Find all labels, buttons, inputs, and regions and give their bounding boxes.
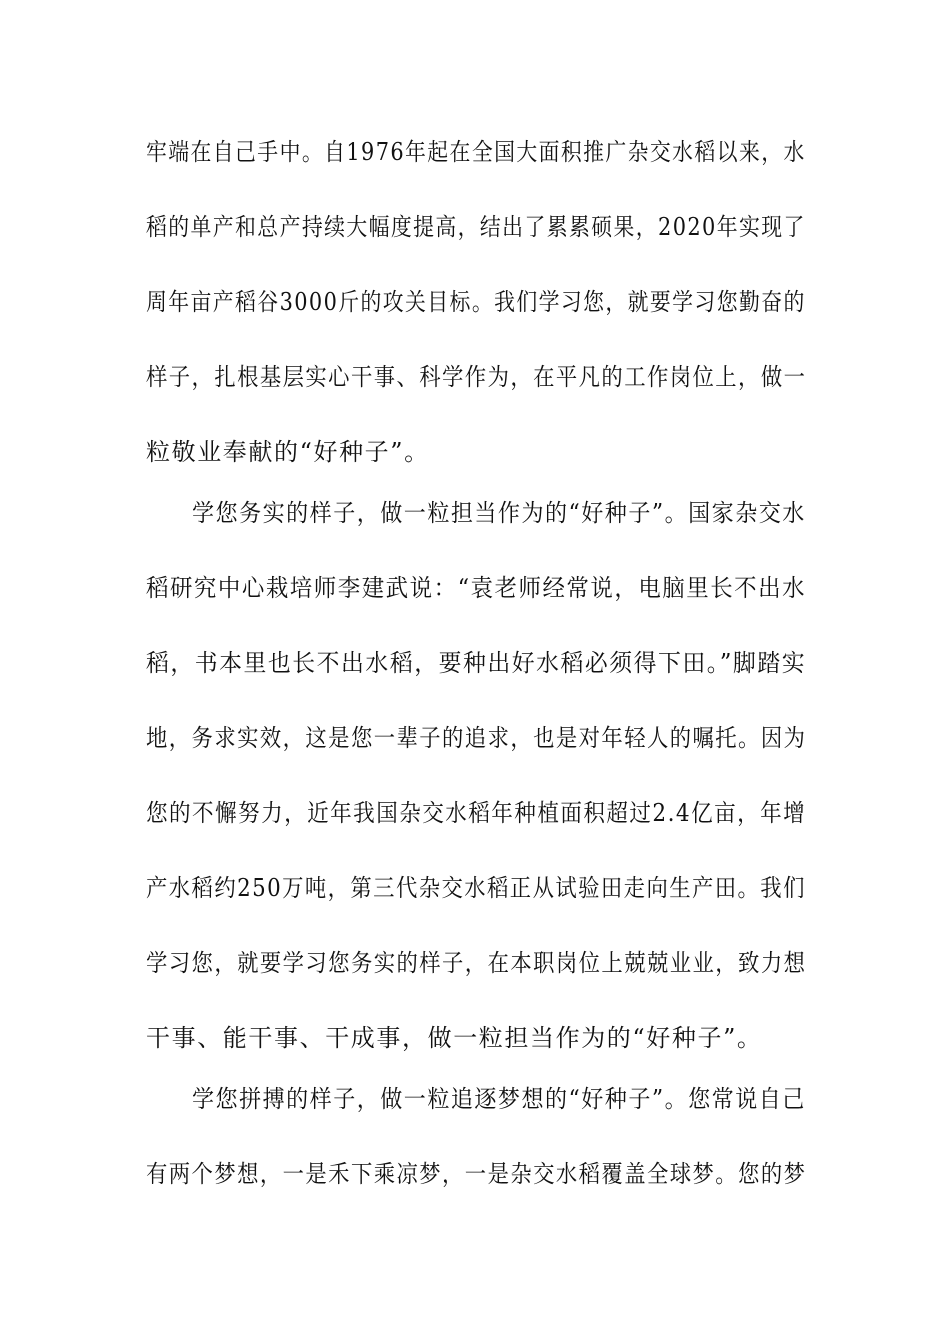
- text-line: 有两个梦想，一是禾下乘凉梦，一是杂交水稻覆盖全球梦。您的梦: [146, 1160, 807, 1188]
- text-line: 您的不懈努力，近年我国杂交水稻年种植面积超过2.4亿亩，年增: [146, 799, 807, 827]
- text-line: 学习您，就要学习您务实的样子，在本职岗位上兢兢业业，致力想: [146, 949, 807, 977]
- text-line: 样子，扎根基层实心干事、科学作为，在平凡的工作岗位上，做一: [146, 363, 807, 391]
- text-line: 稻研究中心栽培师李建武说：“袁老师经常说，电脑里长不出水: [146, 574, 807, 602]
- paragraph-first-line: 学您务实的样子，做一粒担当作为的“好种子”。国家杂交水: [192, 499, 806, 527]
- paragraph-first-line: 学您拼搏的样子，做一粒追逐梦想的“好种子”。您常说自己: [192, 1085, 806, 1113]
- text-line: 产水稻约250万吨，第三代杂交水稻正从试验田走向生产田。我们: [146, 874, 806, 902]
- text-line: 周年亩产稻谷3000斤的攻关目标。我们学习您，就要学习您勤奋的: [146, 288, 806, 316]
- text-line: 地，务求实效，这是您一辈子的追求，也是对年轻人的嘱托。因为: [146, 724, 807, 752]
- text-line: 干事、能干事、干成事，做一粒担当作为的“好种子”。: [146, 1024, 763, 1052]
- text-line: 稻，书本里也长不出水稻，要种出好水稻必须得下田。”脚踏实: [146, 649, 807, 677]
- text-line: 粒敬业奉献的“好种子”。: [146, 438, 430, 466]
- text-line: 牢端在自己手中。自1976年起在全国大面积推广杂交水稻以来，水: [146, 138, 806, 166]
- text-line: 稻的单产和总产持续大幅度提高，结出了累累硕果，2020年实现了: [146, 213, 806, 241]
